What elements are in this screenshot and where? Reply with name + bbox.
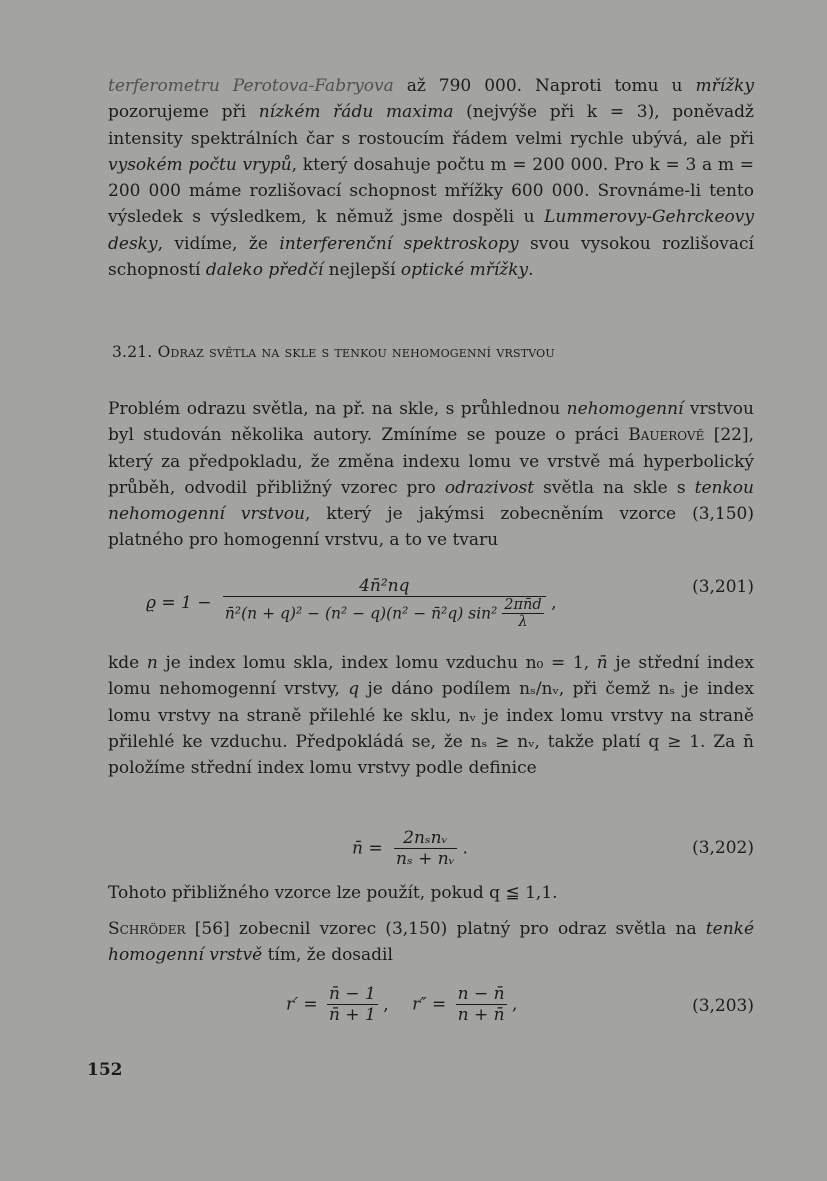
text-fragment: , který dosahuje počtu m = 200 000. Pro k = 3 a m = 200 000 máme rozlišovací schopnost mřížky 600 000. Srovnáme-li tento výsledek s výsledkem, k němuž jsme dospěli u	[108, 154, 754, 228]
equation-lhs: n̄ =	[352, 838, 383, 859]
text-fragment: tím, že dosadil	[262, 945, 393, 966]
equation-label: (3,202)	[692, 838, 754, 858]
text-fragment: až 790 000. Naproti tomu u	[393, 76, 696, 96]
section-heading	[112, 343, 752, 361]
argument-denominator: λ	[502, 613, 543, 630]
equation-period: .	[462, 838, 468, 859]
text-fragment: kde	[108, 653, 147, 673]
text-fragment: n̄	[596, 653, 608, 673]
equation-lhs: ϱ = 1 −	[146, 593, 212, 613]
fraction-numerator: 4n̄²nq	[359, 576, 410, 596]
fraction	[394, 828, 457, 869]
text-fragment: interferenční spektroskopy	[279, 233, 519, 254]
fraction-denominator: n̄²(n + q)² − (n² − q)(n² − n̄²q) sin²	[224, 604, 498, 623]
author-name: Schröder	[108, 919, 186, 939]
section-title: Odraz světla na skle s tenkou nehomogenní vrstvou	[157, 343, 555, 361]
equation-comma: ,	[511, 994, 518, 1015]
text-fragment: nejlepší	[323, 260, 401, 281]
fraction-denominator: n + n̄	[457, 1005, 505, 1025]
fraction-denominator: n̄ + 1	[329, 1005, 376, 1025]
text-fragment: vysokém počtu vrypů	[108, 154, 292, 175]
equation-lhs: r″ =	[412, 994, 447, 1015]
text-fragment: , který je jakýmsi zobecněním vzorce (3,150) platného pro homogenní vrstvu, a to ve tvaru	[108, 504, 754, 551]
fraction-denominator: nₛ + nᵥ	[396, 849, 456, 869]
text-fragment: (nejvýše při k = 3), poněvadž intensity spektrálních čar s rostoucím řádem velmi rychle ubývá, ale při	[108, 102, 754, 149]
text-fragment: je index lomu skla, index lomu vzduchu n₀ = 1,	[157, 653, 597, 673]
text-fragment: nehomogenní	[566, 399, 684, 419]
fraction	[223, 576, 546, 630]
text-fragment: je střední index lomu nehomogenní vrstvy,	[108, 653, 754, 700]
text-fragment: vrstvou byl studován několika autory. Zmíníme se pouze o práci	[108, 399, 754, 446]
paragraph-validity	[108, 880, 754, 906]
text-fragment: Problém odrazu světla, na př. na skle, s průhlednou	[108, 399, 567, 419]
paragraph-definitions	[108, 650, 754, 781]
text-fragment: odrazivost	[444, 477, 535, 498]
fraction-numerator: n̄ − 1	[329, 984, 376, 1004]
paragraph-bauer	[108, 396, 754, 554]
argument-numerator: 2πn̄d	[504, 597, 542, 613]
text-fragment: tenké homogenní vrstvě	[108, 919, 754, 966]
text-fragment: [22], který za předpokladu, že změna indexu lomu ve vrstvě má hyperbolický průběh, odvodil přibližný vzorec pro	[108, 425, 754, 498]
equation-lhs: r′ =	[286, 994, 318, 1015]
text-fragment: q	[348, 679, 360, 700]
paragraph-schroder	[108, 916, 754, 969]
author-name: Bauerově	[628, 425, 705, 446]
text-fragment: Lummerovy-Gehrckeovy desky	[108, 207, 754, 254]
equation-separator: ,	[383, 994, 389, 1015]
fraction-numerator: n − n̄	[457, 984, 505, 1004]
text-fragment: tenkou nehomogenní vrstvou	[108, 477, 754, 525]
text-fragment: terferometru Perotova-Fabryova	[108, 76, 394, 96]
text-fragment: optické mřížky	[400, 260, 529, 281]
equation-comma: ,	[551, 593, 557, 613]
text-fragment: je dáno podílem nₛ/nᵥ, při čemž nₛ je index lomu vrstvy na straně přilehlé ke sklu, nᵥ je index lomu vrstvy na straně přilehlé ke vzduchu. Předpokládá se, že nₛ ≥ nᵥ, takže platí q ≥ 1. Za n̄ položíme střední index lomu vrstvy podle definice	[108, 679, 755, 779]
equation-3-201	[108, 566, 754, 646]
page-number: 152	[87, 1060, 123, 1080]
text-fragment: světla na skle s	[534, 477, 695, 498]
text-fragment: n	[146, 653, 158, 673]
fraction-numerator: 2nₛnᵥ	[403, 828, 448, 848]
text-fragment: daleko předčí	[205, 260, 324, 281]
text-fragment: [56] zobecnil vzorec (3,150) platný pro odraz světla na	[185, 919, 706, 939]
text-fragment: , vidíme, že	[157, 233, 280, 254]
text-fragment: Tohoto přibližného vzorce lze použít, pokud q ≦ 1,1.	[108, 883, 558, 903]
section-number: 3.21.	[112, 343, 153, 361]
text-fragment: svou vysokou rozlišovací schopností	[108, 233, 754, 281]
sine-argument	[502, 597, 543, 630]
paragraph-grating-comparison	[108, 73, 754, 283]
text-fragment: nízkém řádu maxima	[258, 102, 454, 123]
text-fragment: mřížky	[695, 76, 755, 96]
text-fragment: pozorujeme při	[108, 102, 259, 123]
equation-label: (3,203)	[692, 996, 754, 1016]
fraction	[456, 984, 507, 1025]
text-fragment: .	[528, 260, 534, 281]
equation-label: (3,201)	[692, 577, 754, 597]
fraction	[327, 984, 378, 1025]
equation-3-203	[108, 980, 754, 1060]
